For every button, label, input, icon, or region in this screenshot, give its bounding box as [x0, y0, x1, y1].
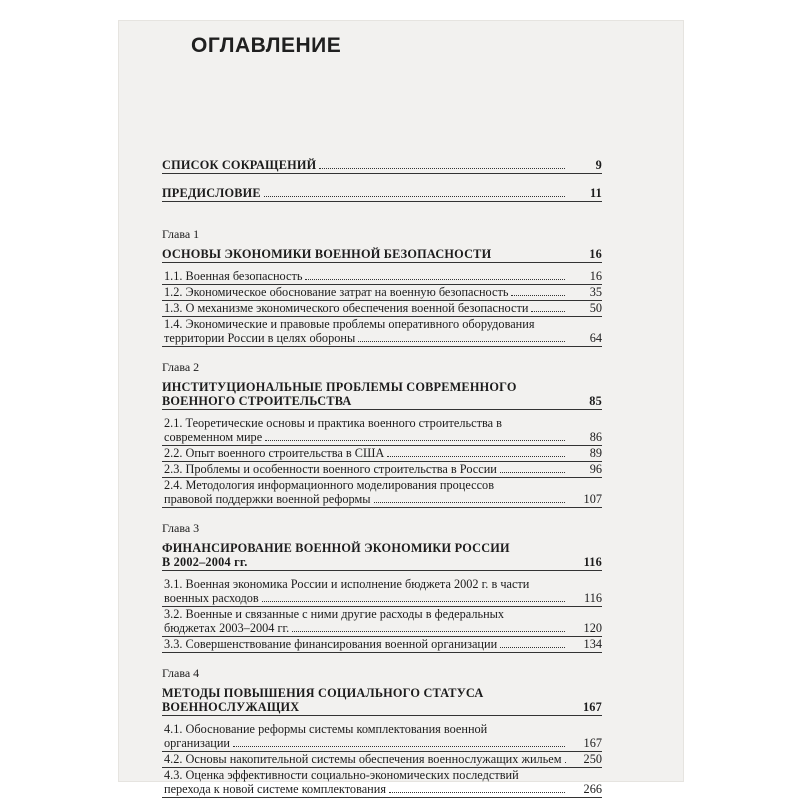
section-entry [162, 269, 602, 285]
section-line [162, 768, 602, 782]
front-entry [162, 158, 602, 174]
chapter-label: Глава 1 [162, 227, 200, 241]
section-entry [162, 637, 602, 653]
section-text: 2.1. Теоретические основы и практика военного строительства в [164, 416, 502, 430]
section-text: 1.2. Экономическое обоснование затрат на военную безопасность [164, 285, 509, 299]
section-entry [162, 285, 602, 301]
leader-dots [358, 340, 565, 342]
chapter-heading-text-wrap [162, 700, 568, 714]
chapter-heading-text: ИНСТИТУЦИОНАЛЬНЫЕ ПРОБЛЕМЫ СОВРЕМЕННОГО [162, 380, 517, 394]
front-label: СПИСОК СОКРАЩЕНИЙ [162, 158, 317, 172]
section-lead [164, 492, 568, 506]
chapter-heading [162, 686, 602, 714]
chapter-heading-text-wrap [162, 555, 568, 569]
leader-dots [511, 294, 565, 296]
front-row [162, 158, 602, 172]
section-line [162, 621, 602, 635]
section-line [162, 736, 602, 750]
chapter-heading-page: 85 [589, 394, 602, 408]
book-page [118, 20, 684, 796]
section-text: 2.2. Опыт военного строительства в США [164, 446, 385, 460]
section-page: 250 [583, 752, 602, 766]
leader-dots [265, 439, 565, 441]
section-page: 116 [584, 591, 602, 605]
gap [162, 174, 602, 186]
section-line [162, 430, 602, 444]
section-lead [164, 637, 568, 651]
section-line [162, 285, 602, 299]
section-lead [164, 621, 568, 635]
section-page: 35 [589, 285, 602, 299]
section-text: 1.3. О механизме экономического обеспечения военной безопасности [164, 301, 529, 315]
section-lead [164, 430, 568, 444]
leader-dots [319, 167, 565, 169]
section-line [162, 478, 602, 492]
section-entry [162, 577, 602, 607]
section-line [162, 331, 602, 345]
section-text: современном мире [164, 430, 263, 444]
section-line [162, 782, 602, 796]
section-text: 2.4. Методология информационного моделирования процессов [164, 478, 495, 492]
section-text: правовой поддержки военной реформы [164, 492, 371, 506]
front-row [162, 186, 602, 200]
section-entry [162, 752, 602, 768]
rule [162, 652, 602, 653]
section-page: 86 [589, 430, 602, 444]
front-page: 9 [595, 158, 602, 172]
section-lead [164, 285, 568, 299]
section-text: 1.1. Военная безопасность [164, 269, 303, 283]
chapter-heading-line [162, 247, 602, 261]
section-lead [164, 301, 568, 315]
section-entry [162, 301, 602, 317]
page-title: ОГЛАВЛЕНИЕ [191, 34, 342, 57]
leader-dots [292, 630, 565, 632]
chapter-heading-text: ОСНОВЫ ЭКОНОМИКИ ВОЕННОЙ БЕЗОПАСНОСТИ [162, 247, 492, 261]
chapter-heading-line [162, 541, 602, 555]
section-entry [162, 462, 602, 478]
section-lead [164, 752, 568, 766]
leader-dots [233, 745, 565, 747]
chapter-heading-text: ВОЕННОГО СТРОИТЕЛЬСТВА [162, 394, 352, 408]
section-entry [162, 607, 602, 637]
chapter-label: Глава 4 [162, 666, 200, 680]
leader-dots [389, 791, 565, 793]
section-page: 266 [583, 782, 602, 796]
section-line [162, 637, 602, 651]
front-lead [162, 186, 568, 200]
leader-dots [387, 455, 565, 457]
section-text: бюджетах 2003–2004 гг. [164, 621, 290, 635]
section-lead [164, 782, 568, 796]
section-text: 1.4. Экономические и правовые проблемы оперативного оборудования [164, 317, 535, 331]
section-entry [162, 722, 602, 752]
leader-dots [500, 646, 565, 648]
section-lead [164, 462, 568, 476]
chapter-heading [162, 380, 602, 408]
section-entry [162, 416, 602, 446]
chapter-heading [162, 247, 602, 261]
section-line [162, 446, 602, 460]
section-page: 134 [583, 637, 602, 651]
section-line [162, 416, 602, 430]
section-line [162, 317, 602, 331]
section-line [162, 492, 602, 506]
section-entry [162, 317, 602, 347]
section-line [162, 752, 602, 766]
front-label: ПРЕДИСЛОВИЕ [162, 186, 261, 200]
table-of-contents [162, 158, 602, 798]
leader-dots [305, 278, 565, 280]
section-text: 4.1. Обоснование реформы системы комплектования военной [164, 722, 488, 736]
front-lead [162, 158, 568, 172]
chapter-heading-line [162, 700, 602, 714]
chapter-label: Глава 2 [162, 360, 200, 374]
chapter-heading-line [162, 380, 602, 394]
section-text: 3.2. Военные и связанные с ними другие расходы в федеральных [164, 607, 505, 621]
rule [162, 507, 602, 508]
chapter-heading [162, 541, 602, 569]
section-line [162, 607, 602, 621]
chapter-heading-text: В 2002–2004 гг. [162, 555, 248, 569]
chapter-heading-text-wrap [162, 394, 568, 408]
section-lead [164, 446, 568, 460]
section-line [162, 269, 602, 283]
section-lead [164, 736, 568, 750]
chapter-heading-line [162, 555, 602, 569]
front-entry [162, 186, 602, 202]
leader-dots [531, 310, 565, 312]
chapter-label: Глава 3 [162, 521, 200, 535]
section-line [162, 722, 602, 736]
leader-dots [374, 501, 565, 503]
chapter-heading-line [162, 686, 602, 700]
section-text: территории России в целях обороны [164, 331, 356, 345]
chapter-heading-page: 167 [582, 700, 602, 714]
section-page: 50 [589, 301, 602, 315]
rule [162, 797, 602, 798]
section-line [162, 591, 602, 605]
section-page: 16 [589, 269, 602, 283]
section-text: военных расходов [164, 591, 259, 605]
section-line [162, 577, 602, 591]
section-page: 120 [583, 621, 602, 635]
section-text: 4.3. Оценка эффективности социально-экономических последствий [164, 768, 519, 782]
section-page: 107 [583, 492, 602, 506]
section-page: 89 [589, 446, 602, 460]
section-text: организации [164, 736, 231, 750]
section-lead [164, 591, 568, 605]
chapter-heading-text: ВОЕННОСЛУЖАЩИХ [162, 700, 300, 714]
section-text: 2.3. Проблемы и особенности военного строительства в России [164, 462, 497, 476]
leader-dots [264, 195, 565, 197]
chapter-heading-page: 116 [583, 555, 602, 569]
rule [162, 346, 602, 347]
section-page: 167 [583, 736, 602, 750]
section-line [162, 301, 602, 315]
section-line [162, 462, 602, 476]
chapter-heading-line [162, 394, 602, 408]
leader-dots [262, 600, 565, 602]
section-text: 3.3. Совершенствование финансирования военной организации [164, 637, 498, 651]
chapter-heading-page: 16 [589, 247, 602, 261]
front-page: 11 [589, 186, 602, 200]
chapter-heading-text-wrap [162, 247, 568, 261]
section-text: перехода к новой системе комплектования [164, 782, 387, 796]
section-lead [164, 331, 568, 345]
section-text: 4.2. Основы накопительной системы обеспечения военнослужащих жильем [164, 752, 562, 766]
section-entry [162, 446, 602, 462]
gap [162, 202, 602, 214]
leader-dots [500, 471, 565, 473]
section-entry [162, 478, 602, 508]
section-lead [164, 269, 568, 283]
section-entry [162, 768, 602, 798]
chapter-heading-text: ФИНАНСИРОВАНИЕ ВОЕННОЙ ЭКОНОМИКИ РОССИИ [162, 541, 510, 555]
section-page: 96 [589, 462, 602, 476]
section-text: 3.1. Военная экономика России и исполнение бюджета 2002 г. в части [164, 577, 530, 591]
chapter-heading-text: МЕТОДЫ ПОВЫШЕНИЯ СОЦИАЛЬНОГО СТАТУСА [162, 686, 484, 700]
section-page: 64 [589, 331, 602, 345]
